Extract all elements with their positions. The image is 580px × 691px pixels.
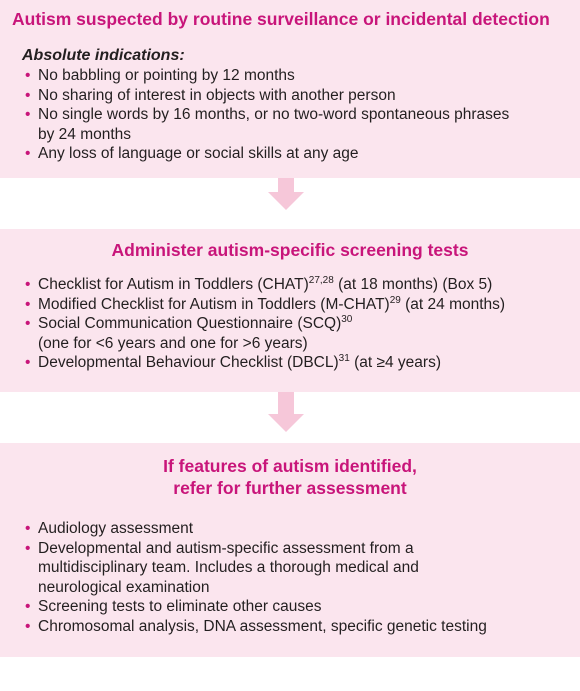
list-item: • Chromosomal analysis, DNA assessment, specific genetic testing xyxy=(25,617,487,635)
bullet-icon: • xyxy=(25,276,31,293)
list-item: • Any loss of language or social skills at any age xyxy=(25,145,359,162)
bullet-icon: • xyxy=(25,315,31,332)
list-item: • Audiology assessment xyxy=(25,520,194,537)
list-item: • Developmental Behaviour Checklist (DBCL)$^{31}$ (at ≥4 years) xyxy=(25,353,441,371)
box-surveillance-title: Autism suspected by routine surveillance or incidental detection xyxy=(12,9,550,29)
bullet-icon: • xyxy=(25,354,31,371)
bullet-icon: • xyxy=(25,617,31,635)
list-item: • Screening tests to eliminate other causes xyxy=(25,598,322,615)
list-item: • No sharing of interest in objects with another person xyxy=(25,86,396,104)
flow-arrow-down-icon xyxy=(268,178,304,210)
screening-test-list xyxy=(22,275,580,373)
list-item: • No single words by 16 months, or no two-word spontaneous phrases by 24 months xyxy=(25,106,510,143)
bullet-icon: • xyxy=(25,145,31,162)
list-item: • Developmental and autism-specific assessment from a multidisciplinary team. Includes a thorough medical and neurological examination xyxy=(25,539,419,596)
bullet-icon: • xyxy=(25,520,31,537)
box-surveillance xyxy=(0,0,580,178)
box-referral xyxy=(0,443,580,657)
absolute-indications-heading: Absolute indications: xyxy=(22,47,185,64)
bullet-icon: • xyxy=(25,598,31,615)
indication-list xyxy=(22,66,580,164)
box-referral-title: If features of autism identified, refer for further assessment xyxy=(163,456,417,498)
bullet-icon: • xyxy=(25,86,31,104)
bullet-icon: • xyxy=(25,539,31,557)
assessment-list xyxy=(22,519,580,636)
list-item: • Modified Checklist for Autism in Toddlers (M-CHAT)$^{29}$ (at 24 months) xyxy=(25,294,506,313)
list-item: • Checklist for Autism in Toddlers (CHAT)$^{27,28}$ (at 18 months) (Box 5) xyxy=(25,275,493,293)
bullet-icon: • xyxy=(25,106,31,123)
bullet-icon: • xyxy=(25,67,31,84)
list-item: • Social Communication Questionnaire (SCQ)$^{30}$ (one for <6 years and one for >6 years) xyxy=(25,314,353,352)
box-screening-title: Administer autism-specific screening tests xyxy=(111,240,469,260)
flow-arrow-down-icon xyxy=(268,392,304,432)
box-screening xyxy=(0,229,580,392)
list-item: • No babbling or pointing by 12 months xyxy=(25,67,295,84)
bullet-icon: • xyxy=(25,295,31,313)
